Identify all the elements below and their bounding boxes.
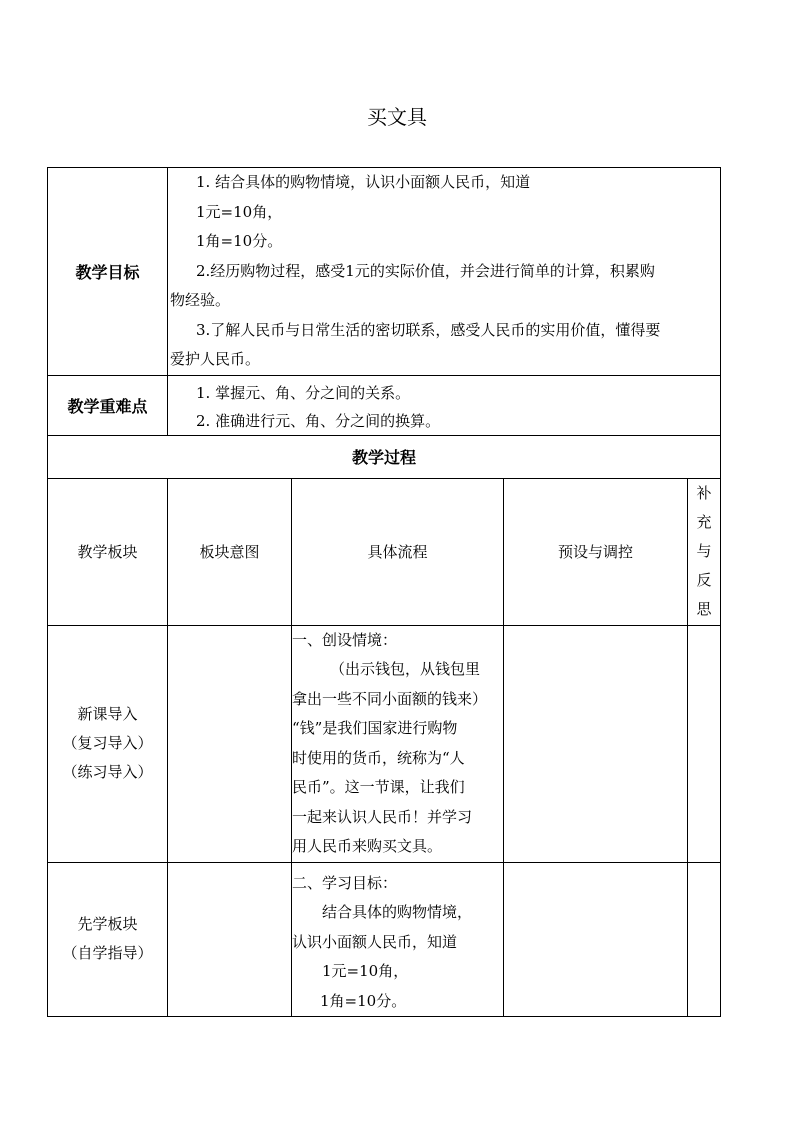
flow-line: （出示钱包，从钱包里 bbox=[330, 660, 481, 678]
col-block: 教学板块 bbox=[48, 478, 168, 625]
col-preset: 预设与调控 bbox=[504, 478, 688, 625]
column-header-row bbox=[48, 478, 721, 625]
block-line: （练习导入） bbox=[62, 763, 153, 781]
flow-line: 一、创设情境： bbox=[292, 630, 398, 649]
flow-line: 民币”。这一节课，让我们 bbox=[292, 778, 465, 796]
goal-line: 2.经历购物过程，感受1元的实际价值，并会进行简单的计算，积累购 bbox=[196, 261, 655, 280]
goals-row bbox=[48, 168, 721, 376]
flow-cell bbox=[292, 625, 504, 862]
page-title: 买文具 bbox=[367, 105, 427, 129]
flow-cell bbox=[292, 862, 504, 1017]
flow-line: 一起来认识人民币！并学习 bbox=[292, 807, 473, 826]
keypoints-row bbox=[48, 375, 721, 435]
table-row bbox=[48, 625, 721, 862]
flow-line: 用人民币来购买文具。 bbox=[292, 837, 443, 855]
goal-line: 1角=10分。 bbox=[196, 232, 283, 250]
flow-line: “钱”是我们国家进行购物 bbox=[292, 719, 458, 737]
flow-line: 二、学习目标： bbox=[292, 873, 398, 892]
keypoints-label: 教学重难点 bbox=[48, 375, 168, 435]
col-supplement bbox=[688, 478, 721, 625]
goal-line: 1. 结合具体的购物情境，认识小面额人民币，知道 bbox=[196, 173, 531, 191]
block-line: （自学指导） bbox=[62, 944, 153, 963]
preset-cell bbox=[504, 862, 688, 1017]
supplement-char: 与 bbox=[696, 542, 712, 560]
block-line: （复习导入） bbox=[62, 734, 153, 752]
flow-line: 认识小面额人民币，知道 bbox=[292, 932, 458, 951]
intent-cell bbox=[168, 862, 292, 1017]
supplement-char: 思 bbox=[696, 600, 712, 618]
keypoint-line: 1. 掌握元、角、分之间的关系。 bbox=[196, 383, 411, 402]
goal-line: 爱护人民币。 bbox=[170, 350, 261, 368]
goals-content bbox=[168, 168, 721, 376]
goal-line: 物经验。 bbox=[170, 291, 231, 309]
col-intent: 板块意图 bbox=[168, 478, 292, 625]
flow-line: 结合具体的购物情境， bbox=[322, 903, 473, 921]
flow-line: 时使用的货币，统称为“人 bbox=[292, 748, 465, 767]
flow-line: 1元=10角， bbox=[322, 962, 409, 980]
flow-line: 1角=10分。 bbox=[320, 991, 407, 1010]
supplement-char: 充 bbox=[696, 513, 712, 531]
process-title-row bbox=[48, 435, 721, 478]
goals-label: 教学目标 bbox=[48, 168, 168, 376]
keypoints-content bbox=[168, 375, 721, 435]
preset-cell bbox=[504, 625, 688, 862]
block-cell bbox=[48, 625, 168, 862]
supplement-char: 反 bbox=[696, 571, 712, 589]
lesson-plan-table bbox=[47, 167, 721, 1017]
goal-line: 1元=10角， bbox=[196, 202, 283, 221]
process-title: 教学过程 bbox=[48, 435, 721, 478]
table-row bbox=[48, 862, 721, 1017]
flow-line: 拿出一些不同小面额的钱来） bbox=[292, 689, 488, 708]
intent-cell bbox=[168, 625, 292, 862]
supplement-cell bbox=[688, 862, 721, 1017]
supplement-cell bbox=[688, 625, 721, 862]
keypoint-line: 2. 准确进行元、角、分之间的换算。 bbox=[196, 411, 441, 430]
supplement-char: 补 bbox=[696, 484, 712, 502]
col-flow: 具体流程 bbox=[292, 478, 504, 625]
goal-line: 3.了解人民币与日常生活的密切联系，感受人民币的实用价值，懂得要 bbox=[196, 320, 661, 339]
block-line: 新课导入 bbox=[77, 705, 138, 723]
block-line: 先学板块 bbox=[77, 915, 138, 934]
block-cell bbox=[48, 862, 168, 1017]
